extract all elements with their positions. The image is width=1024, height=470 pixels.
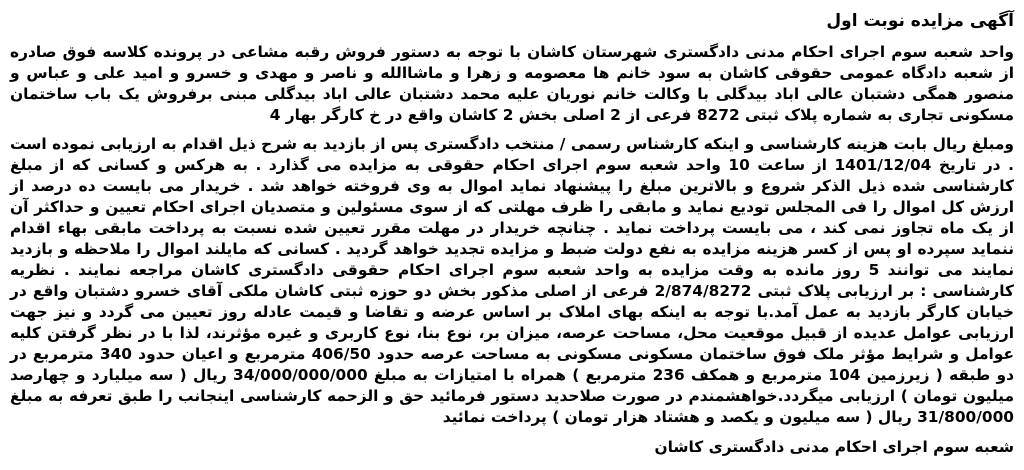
notice-title: آگهی مزایده نوبت اول	[826, 11, 1014, 31]
notice-paragraph-intro: واحد شعبه سوم اجرای احکام مدنی دادگستری شهرستان کاشان با توجه به دستور فروش رقبه مشاعی در پرونده کلاسه فوق صادره از شعبه دادگاه عمومی حقوقی کاشان به سود خانم ها معصومه و زهرا و ماشاالله و ناصر و مهدی و خسرو و امید علی و عباس و منصور همگی دشتبان عالی اباد بیدگلی با وکالت خانم نوریان علیه محمد دشتبان عالی اباد بیدگلی مبنی برفروش یک باب ساختمان مسکونی تجاری به شماره پلاک ثبتی 8272 فرعی از 2 اصلی بخش 2 کاشان واقع در خ کارگر بهار 4	[10, 43, 1014, 124]
paragraph-spacer	[10, 126, 1014, 134]
notice-paragraph-terms: ومبلغ ریال بابت هزینه کارشناسی و اینکه کارشناس رسمی / منتخب دادگستری پس از بازدید به شرح ذیل اقدام به ارزیابی نموده است . در تاریخ 1401/12/04 از ساعت 10 واحد شعبه سوم اجرای احکام حقوقی به مزایده می گذارد . به هرکس و کسانی که از مبلغ کارشناسی شده ذیل الذکر شروع و بالاترین مبلغ را پیشنهاد نماید اموال به وی فروخته خواهد شد . خریدار می بایست ده درصد از ارزش کل اموال را فی المجلس تودیع نماید و مابقی را ظرف مهلتی که از سوی مسئولین و متصدیان اجرای احکام تعیین و حداکثر آن از یک ماه تجاوز نمی کند ، می بایست پرداخت نماید . چنانچه خریدار در مهلت مقرر تعیین شده نسبت به پرداخت مابقی بهاء اقدام ننماید سپرده او پس از کسر هزینه مزایده به نفع دولت ضبط و مزایده تجدید خواهد گردید . کسانی که مایلند اموال را ملاحظه و بازدید نمایند می توانند 5 روز مانده به وقت مزایده به واحد شعبه سوم اجرای احکام حقوقی دادگستری کاشان مراجعه نمایند . نظریه کارشناسی : بر ارزیابی پلاک ثبتی 2/874/8272 فرعی از اصلی مذکور بخش دو حوزه ثبتی کاشان ملکی آقای خسرو دشتبان واقع در خیابان کارگر بازدید به عمل آمد.با توجه به اینکه بهای املاک بر اساس عرضه و تقاضا و قیمت عادله روز تعیین می گردد و نیز جهت ارزیابی عوامل عدیده از قبیل موقعیت محل، مساحت عرصه، میزان بر، نوع بنا، نوع کاربری و غیره مؤثرند، لذا با در نظر گرفتن کلیه عوامل و شرایط مؤثر ملک فوق ساختمان مسکونی مسکونی به مساحت عرصه حدود 406/50 مترمربع و اعیان حدود 340 مترمربع در دو طبقه ( زیرزمین 104 مترمربع و همکف 236 مترمربع ) همراه با امتیازات به مبلغ 34/000/000/000 ریال ( سه میلیارد و چهارصد میلیون تومان ) ارزیابی میگردد.خواهشمندم در صورت صلاحدید دستور فرمائید حق و الزحمه کارشناسی اینجانب را طبق تعرفه به مبلغ 31/800/000 ریال ( سه میلیون و یکصد و هشتاد هزار تومان ) پرداخت نمائید	[10, 135, 1015, 426]
notice-signature: شعبه سوم اجرای احکام مدنی دادگستری کاشان	[654, 438, 1014, 456]
